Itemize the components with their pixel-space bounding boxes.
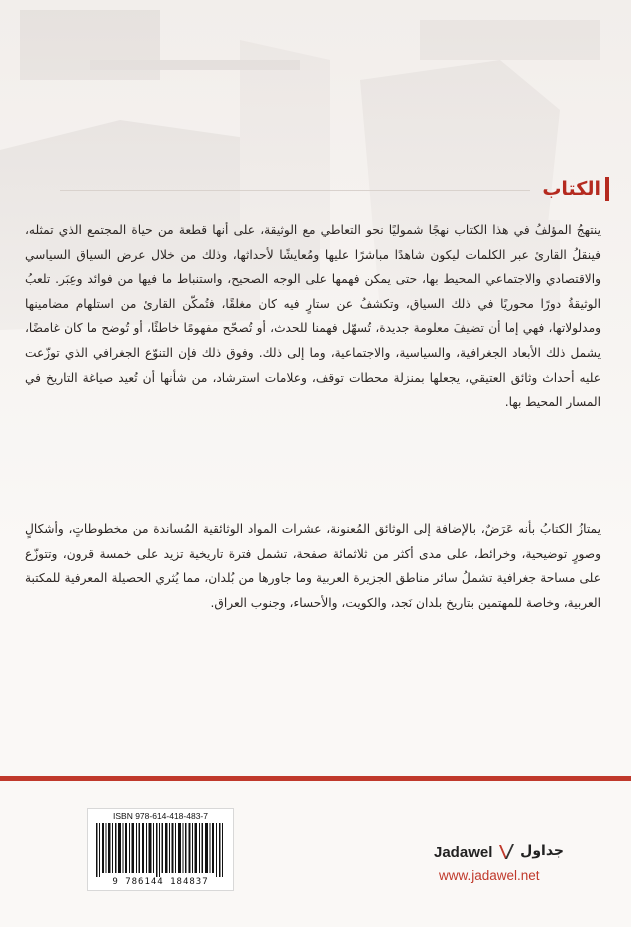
divider-rule — [0, 776, 631, 781]
isbn-barcode — [87, 808, 234, 891]
publisher-logo — [434, 843, 564, 863]
heading-rule — [60, 190, 530, 191]
publisher-website: www.jadawel.net — [439, 868, 540, 883]
heading-accent-bar — [605, 177, 609, 201]
jadawel-v-mark-icon — [497, 842, 515, 862]
body-paragraph-1: ينتهجُ المؤلفُ في هذا الكتاب نهجًا شموليًا نحو التعاطي مع الوثيقة، على أنها قطعة من حياة المجتمع الذي تمثله، فينقلُ القارئ عبر الكلمات ليكون شاهدًا مباشرًا عليها ومُعايشًا لأحداثها، وذلك من خلال عرض السياق السياسي والاقتصادي والاجتماعي المحيط بها، حتى يمكن فهمها على الوجه الصحيح، واستنباط ما فيها من فوائد وعِبَر. تلعبُ الوثيقةُ دورًا محوريًا في ذلك السياق، وتكشفُ عن ستارٍ فيه كان مغلقًا، فتُمكّن القارئ من استلهام مضامينها ومدلولاتها، فهي إما أن تضيفَ معلومة جديدة، تُسهّل فهمنا للحدث، أو تُصحّح مفهومًا خاطئًا، أو تُوضح ما كان غامضًا، يشمل ذلك الأبعاد الجغرافية، والسياسية، والاجتماعية، وما إلى ذلك. وفوق ذلك فإن التنوّع الجغرافي الذي توزّعت عليه أحداث وثائق العتيقي، يجعلها بمنزلة محطات توقف، وعلامات استرشاد، من شأنها أن تُعيد صياغة التاريخ في المسار المحيط بها. — [25, 223, 601, 410]
section-heading: الكتاب — [542, 178, 601, 200]
publisher-name-latin: Jadawel — [434, 844, 493, 861]
barcode-number: 9 786144 184837 — [112, 877, 209, 887]
body-paragraph-2: يمتازُ الكتابُ بأنه عَرَضٌ، بالإضافة إلى الوثائق المُعنونة، عشرات المواد الوثائقية المُساندة من مخطوطاتٍ، وأشكالٍ وصورٍ توضيحية، وخرائط، على مدى أكثر من ثلاثمائة صفحة، تشمل فترة تاريخية تزيد على خمسة قرون، وتتوزّع على مساحة جغرافية تشملُ سائر مناطق الجزيرة العربية وما جاورها من بُلدان، مما يُثري الحصيلة المعرفية للمكتبة العربية، وخاصة للمهتمين بتاريخ بلدان نَجد، والكويت، والأحساء، وجنوب العراق. — [25, 522, 601, 610]
isbn-label: ISBN 978-614-418-483-7 — [113, 811, 208, 821]
barcode-icon — [96, 823, 225, 877]
publisher-name-arabic: جداول — [520, 843, 564, 859]
